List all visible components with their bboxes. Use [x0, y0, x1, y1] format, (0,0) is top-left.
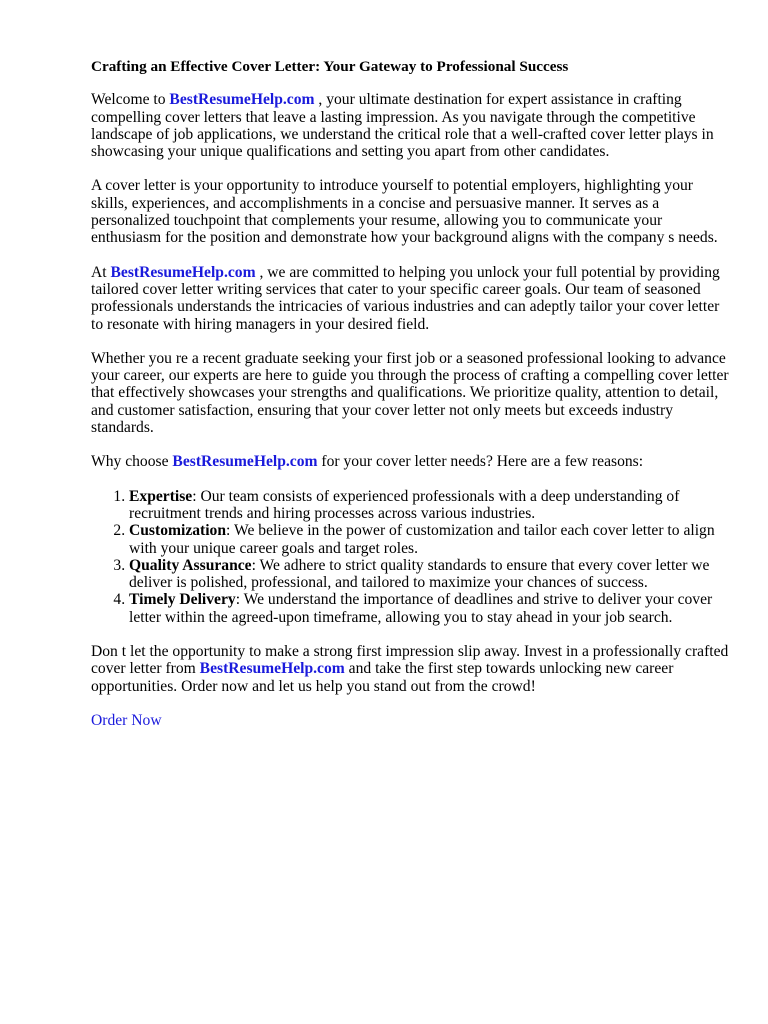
- reason-item-quality-assurance: [129, 557, 731, 592]
- intro-paragraph: [91, 91, 731, 160]
- reason-text: : We understand the importance of deadlines and strive to deliver your cover letter within the agreed-upon timeframe, allowing you to stay ahead in your job search.: [129, 591, 713, 626]
- reason-item-timely-delivery: [129, 591, 731, 626]
- document-page: [91, 58, 731, 746]
- reason-text: : We adhere to strict quality standards to ensure that every cover letter we deliver is polished, professional, and tailored to maximize your chances of success.: [129, 556, 710, 592]
- why-text-before: Why choose: [91, 453, 173, 471]
- brand-link-why[interactable]: BestResumeHelp.com: [172, 453, 318, 471]
- closing-text-before: Don t let the opportunity to make a strong first impression slip away. Invest in a professionally crafted cover letter from: [91, 643, 729, 678]
- commitment-paragraph: [91, 264, 731, 333]
- closing-text-after: and take the first step towards unlocking new career opportunities. Order now and let us help you stand out from the crowd!: [91, 660, 674, 695]
- intro-text-before: Welcome to: [91, 91, 170, 109]
- closing-paragraph: [91, 643, 731, 695]
- reason-term: Quality Assurance: [129, 556, 252, 574]
- reason-text: : Our team consists of experienced professionals with a deep understanding of recruitment trends and hiring processes across various industries.: [129, 487, 680, 522]
- why-text-after: for your cover letter needs? Here are a few reasons:: [317, 453, 644, 471]
- commitment-text-after: , we are committed to helping you unlock your full potential by providing tailored cover letter writing services that cater to your specific career goals. Our team of seasoned professionals understands the intricacies of various industries and can adeptly tailor your cover letter to resonate with hiring managers in your desired field.: [91, 263, 720, 333]
- reasons-list: [91, 488, 731, 626]
- commitment-text-before: At: [91, 263, 111, 281]
- intro-text-after: , your ultimate destination for expert assistance in crafting compelling cover letters that leave a lasting impression. As you navigate through the competitive landscape of job applications, we understand the critical role that a well-crafted cover letter plays in showcasing your unique qualifications and setting you apart from other candidates.: [91, 91, 714, 161]
- why-choose-paragraph: [91, 453, 731, 470]
- order-paragraph: [91, 712, 731, 729]
- reason-term: Customization: [129, 522, 227, 540]
- brand-name-commitment: BestResumeHelp.com: [110, 263, 256, 281]
- experts-paragraph: Whether you re a recent graduate seeking your first job or a seasoned professional looking to advance your career, our experts are here to guide you through the process of crafting a compelling cover letter that effectively showcases your strengths and qualifications. We prioritize quality, attention to detail, and customer satisfaction, ensuring that your cover letter not only meets but exceeds industry standards.: [91, 349, 729, 437]
- cover-letter-paragraph: A cover letter is your opportunity to introduce yourself to potential employers, highlighting your skills, experiences, and accomplishments in a concise and persuasive manner. It serves as a personalized touchpoint that complements your resume, allowing you to communicate your enthusiasm for the position and demonstrate how your background aligns with the company s needs.: [91, 177, 718, 247]
- reason-item-customization: [129, 522, 731, 557]
- reason-term: Timely Delivery: [129, 591, 236, 609]
- reason-text: : We believe in the power of customization and tailor each cover letter to align with your unique career goals and target roles.: [129, 522, 715, 557]
- brand-link-closing[interactable]: BestResumeHelp.com: [199, 660, 345, 678]
- reason-term: Expertise: [129, 487, 193, 505]
- order-now-link[interactable]: Order Now: [91, 711, 162, 729]
- brand-link-intro[interactable]: BestResumeHelp.com: [169, 91, 315, 109]
- reason-item-expertise: [129, 488, 731, 523]
- document-title: Crafting an Effective Cover Letter: Your Gateway to Professional Success: [91, 58, 569, 75]
